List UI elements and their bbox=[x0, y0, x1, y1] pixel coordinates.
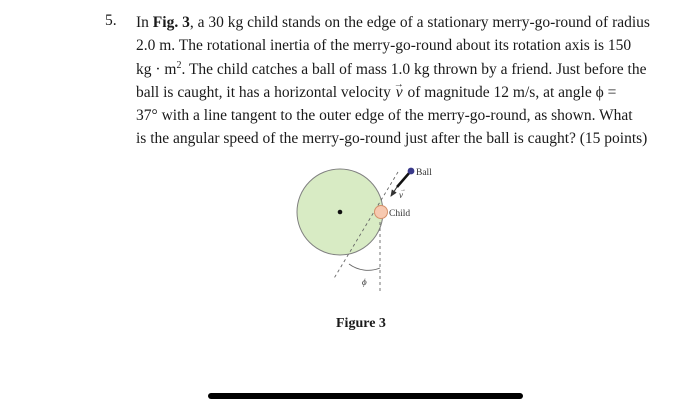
question-line-6: is the angular speed of the merry-go-round just after the ball is caught? (15 points) bbox=[136, 130, 648, 148]
ball bbox=[408, 168, 415, 175]
velocity-arrow-glyph: → bbox=[400, 187, 406, 193]
child bbox=[375, 206, 388, 219]
ball-path bbox=[397, 172, 410, 187]
exponent: 2 bbox=[176, 59, 182, 71]
velocity-vector-symbol: → v bbox=[395, 84, 404, 101]
ball-label: Ball bbox=[416, 168, 432, 178]
home-indicator[interactable] bbox=[208, 393, 523, 399]
figure-caption: Figure 3 bbox=[336, 316, 386, 331]
question-line-1: In Fig. 3, a 30 kg child stands on the edge of a stationary merry-go-round of radius bbox=[136, 14, 650, 31]
velocity-arrow bbox=[391, 187, 397, 196]
angle-arc bbox=[349, 264, 380, 270]
question-line-4: ball is caught, it has a horizontal velocity → v of magnitude 12 m/s, at angle ϕ = bbox=[136, 81, 656, 104]
question-number: 5. bbox=[105, 12, 117, 29]
velocity-label: v bbox=[399, 190, 403, 200]
rotation-axis-dot bbox=[338, 210, 343, 215]
figure-reference: Fig. 3 bbox=[152, 14, 190, 31]
angle-label: ϕ bbox=[362, 277, 367, 287]
question-line-5: 37° with a line tangent to the outer edge of the merry-go-round, as shown. What bbox=[136, 107, 633, 125]
question-line-3: kg · $m^2$. The child catches a ball of mass 1.0 kg thrown by a friend. Just before the bbox=[136, 59, 647, 78]
child-label: Child bbox=[389, 209, 411, 219]
question-line-2: 2.0 m. The rotational inertia of the merry-go-round about its rotation axis is 150 bbox=[136, 37, 632, 55]
